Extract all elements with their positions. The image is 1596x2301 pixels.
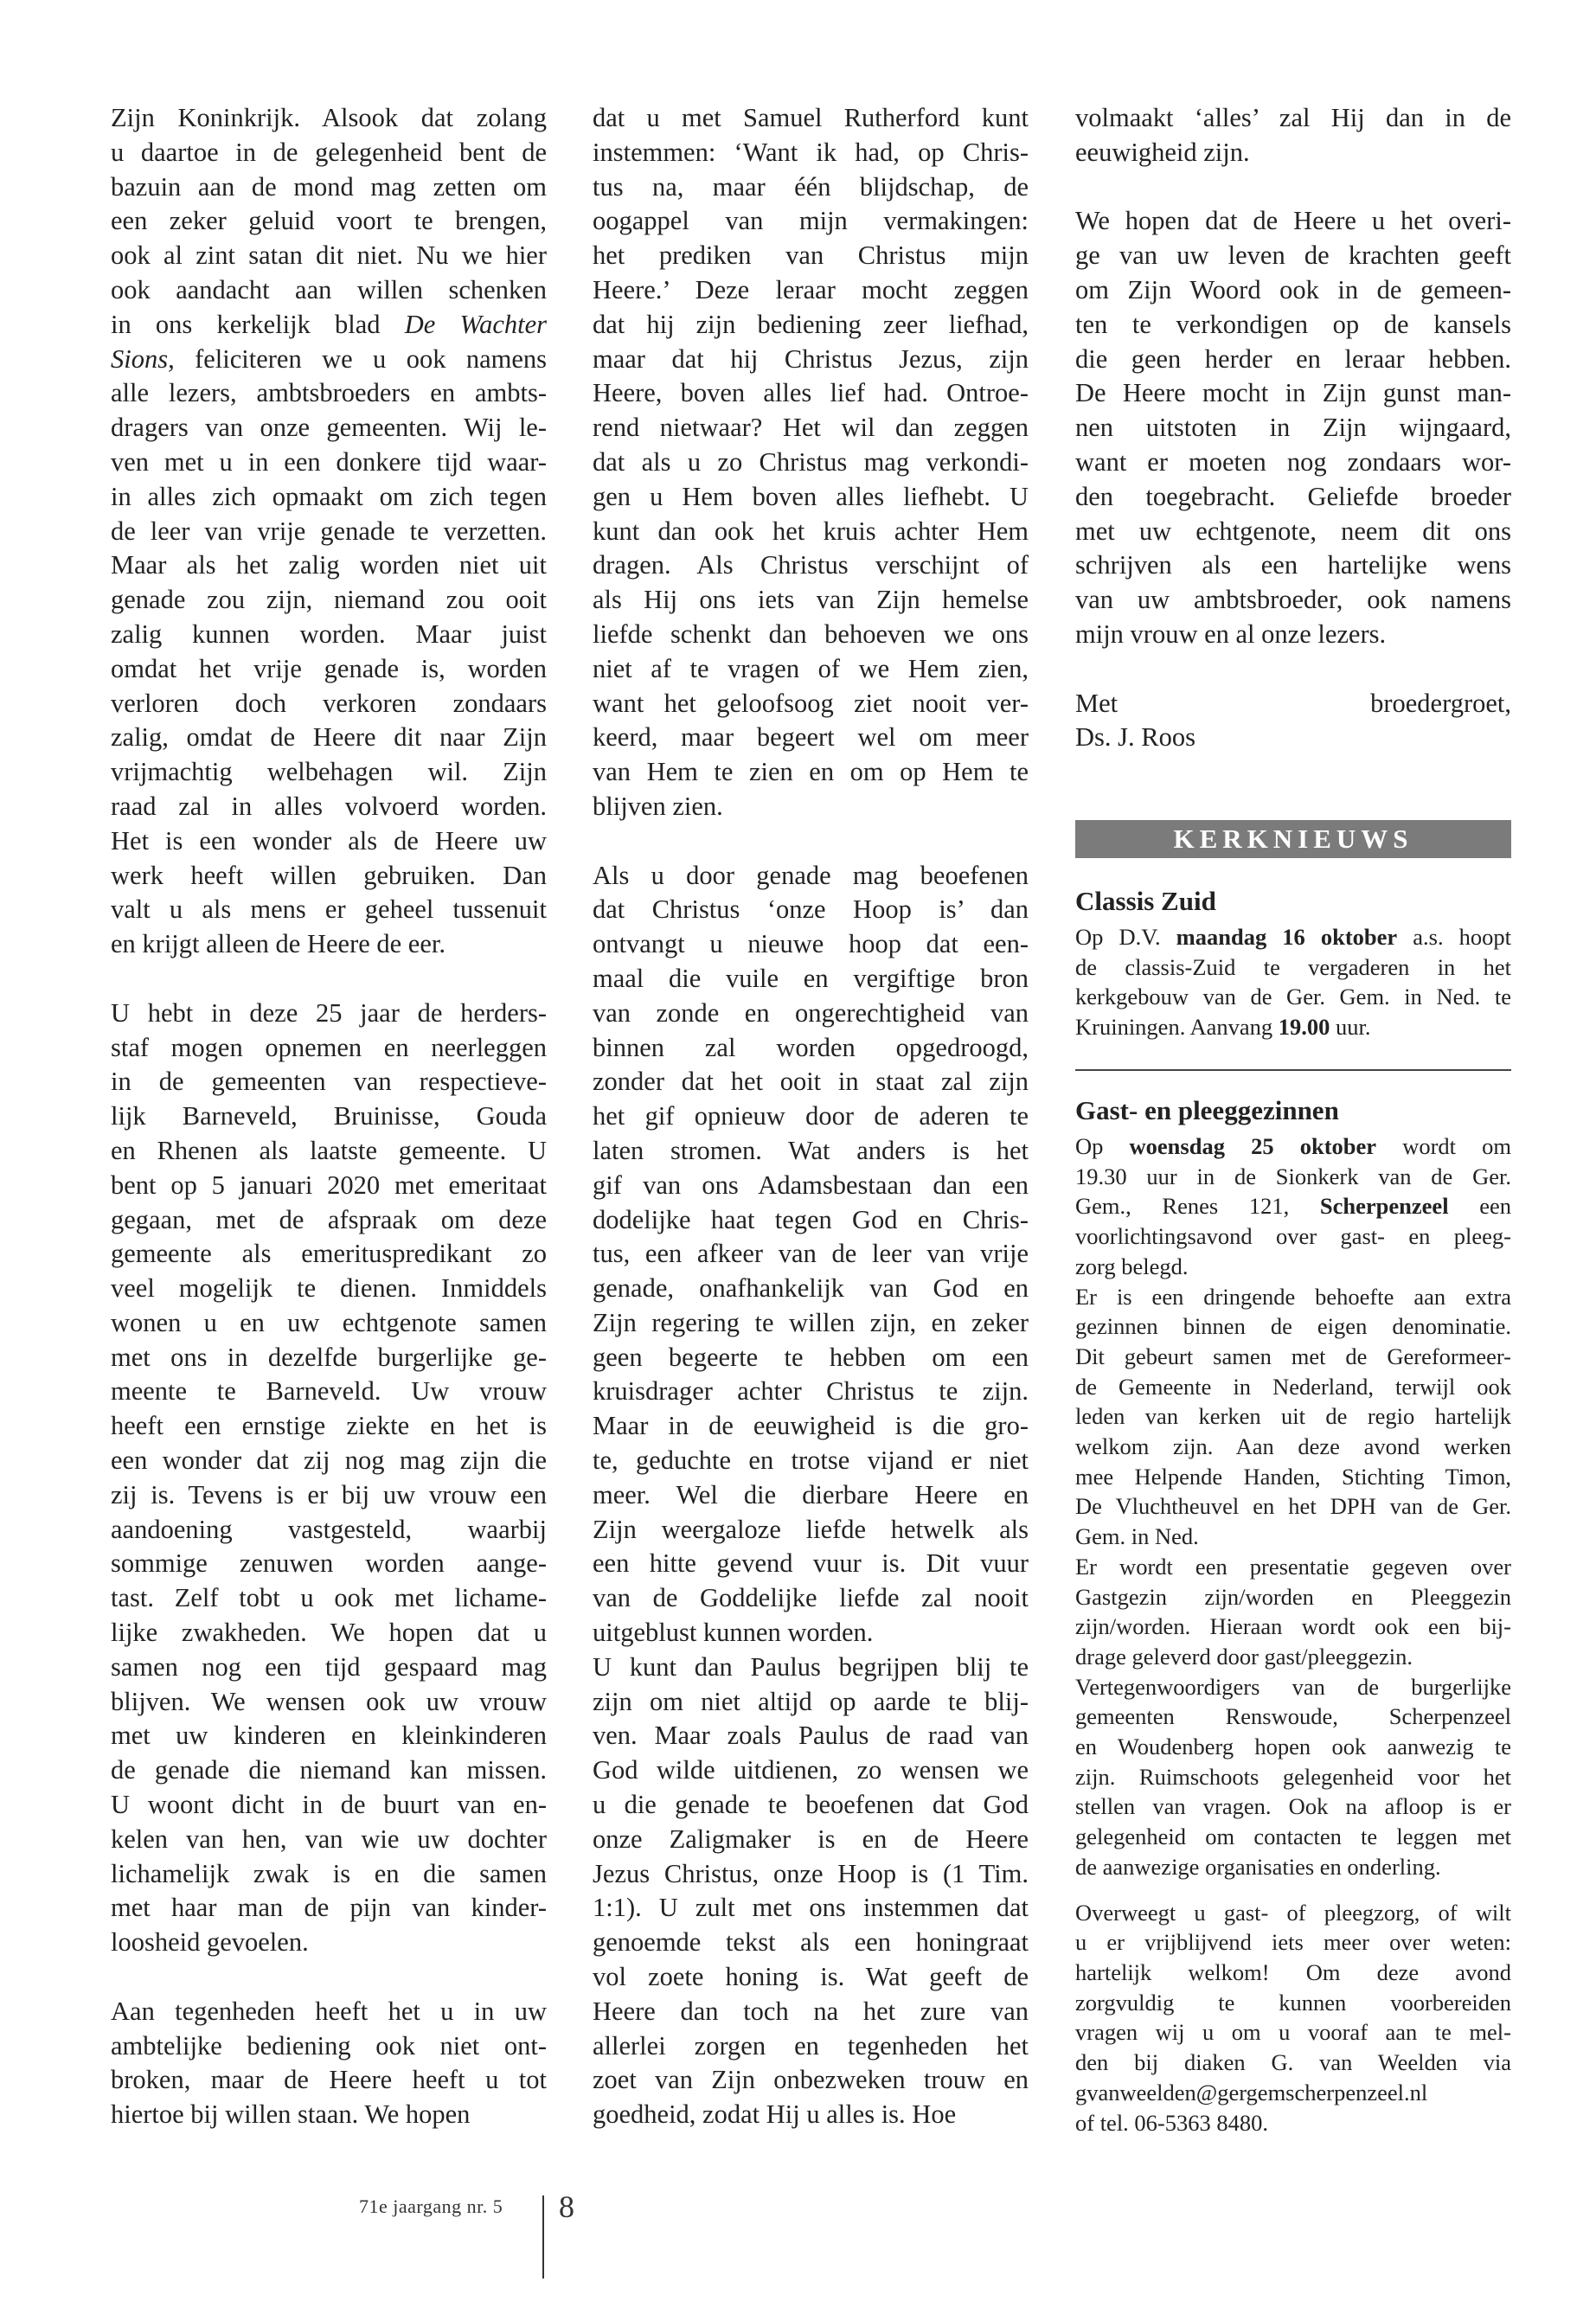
text-line: Heere, boven alles lief had. Ontroe-	[593, 378, 1029, 408]
footer-divider	[542, 2195, 544, 2279]
page-number: 8	[559, 2189, 574, 2224]
text-line: binnen zal worden opgedroogd,	[593, 1032, 1029, 1062]
bold-text: maandag 16 oktober	[1176, 924, 1398, 950]
text-line: lichamelijk zwak is en die samen	[111, 1858, 547, 1888]
text-line: een zeker geluid voort te brengen,	[111, 206, 547, 236]
text-line: Vertegenwoordigers van de burgerlijke	[1075, 1673, 1511, 1700]
text-line: dragers van onze gemeenten. Wij le-	[111, 413, 547, 443]
text-line: het prediken van Christus mijn	[593, 240, 1029, 271]
text-line: kelen van hen, van wie uw dochter	[111, 1823, 547, 1854]
text-line: keerd, maar begeert wel om meer	[593, 722, 1029, 753]
text-line: dat u met Samuel Rutherford kunt	[593, 103, 1029, 132]
text-line: van uw ambtsbroeder, ook namens	[1075, 585, 1511, 615]
text-line: zoet van Zijn onbezweken trouw en	[593, 2065, 1029, 2095]
text-line: U kunt dan Paulus begrijpen blij te	[593, 1651, 1029, 1682]
text-line: wonen u en uw echtgenote samen	[111, 1307, 547, 1337]
text-line: ge van uw leven de krachten geeft	[1075, 240, 1511, 271]
text-line: hartelijk welkom! Om deze avond	[1075, 1958, 1511, 1985]
text-line: van de Goddelijke liefde zal nooit	[593, 1583, 1029, 1613]
text-line: een hitte gevend vuur is. Dit vuur	[593, 1548, 1029, 1579]
text-line: dodelijke haat tegen God en Chris-	[593, 1204, 1029, 1234]
article-column-2	[593, 101, 1029, 2132]
text-line: dragen. Als Christus verschijnt of	[593, 550, 1029, 580]
text-line: De Vluchtheuvel en het DPH van de Ger.	[1075, 1493, 1511, 1520]
text-line: zorg belegd.	[1075, 1253, 1189, 1279]
text-line: zijn/worden. Hieraan wordt ook een bij-	[1075, 1613, 1511, 1640]
text-line: welkom zijn. Aan deze avond werken	[1075, 1433, 1511, 1460]
text-line: met haar man de pijn van kinder-	[111, 1893, 547, 1923]
text-line: staf mogen opnemen en neerleggen	[111, 1032, 547, 1062]
text-line: veel mogelijk te dienen. Inmiddels	[111, 1273, 547, 1304]
text-line: gemeenten Renswoude, Scherpenzeel	[1075, 1703, 1511, 1730]
text-line: Maar als het zalig worden niet uit	[111, 550, 547, 580]
text-line: goedheid, zodat Hij u alles is. Hoe	[593, 2099, 957, 2130]
text-line: Heere.’ Deze leraar mocht zeggen	[593, 274, 1029, 304]
italic-text: Sions,	[111, 343, 175, 374]
text-line: bent op 5 januari 2020 met emeritaat	[111, 1170, 547, 1200]
text-line: nen uitstoten in Zijn wijngaard,	[1075, 413, 1511, 443]
text-line: van zonde en ongerechtigheid van	[593, 997, 1029, 1028]
text-line: genade zou zijn, niemand zou ooit	[111, 585, 547, 615]
text-line: De Heere mocht in Zijn gunst man-	[1075, 378, 1511, 408]
text-line: gezinnen binnen de eigen denominatie.	[1075, 1313, 1511, 1340]
text-line: valt u als mens er geheel tussenuit	[111, 894, 547, 925]
text-line: U woont dicht in de buurt van en-	[111, 1790, 547, 1820]
letter-signature	[1075, 687, 1511, 756]
text-line: raad zal in alles volvoerd worden.	[111, 791, 547, 821]
article-paragraph	[111, 997, 547, 1960]
text-line: als Hij ons iets van Zijn hemelse	[593, 585, 1029, 615]
text-line: Op D.V. maandag 16 oktober a.s. hoopt	[1075, 924, 1511, 950]
text-line: Maar in de eeuwigheid is die gro-	[593, 1411, 1029, 1441]
text-line: tus, een afkeer van de leer van vrije	[593, 1239, 1029, 1269]
news-paragraph	[1075, 1131, 1511, 1282]
text-line: in ons kerkelijk blad De Wachter	[111, 309, 548, 339]
text-line: blijven zien.	[593, 791, 723, 821]
text-line: gemeente als emerituspredikant zo	[111, 1239, 547, 1269]
text-line: de Gemeente in Nederland, terwijl ook	[1075, 1373, 1511, 1400]
text-line: We hopen dat de Heere u het overi-	[1075, 206, 1511, 236]
text-line: en Woudenberg hopen ook aanwezig te	[1075, 1734, 1511, 1760]
text-line: te, geduchte en trotse vijand er niet	[593, 1445, 1029, 1476]
text-line: dat hij zijn bediening zeer liefhad,	[593, 309, 1029, 339]
article-paragraph	[1075, 204, 1511, 651]
text-line: kruisdrager achter Christus te zijn.	[593, 1376, 1029, 1407]
bold-text: Scherpenzeel	[1319, 1193, 1449, 1220]
text-line: zijn om niet altijd op aarde te blij-	[593, 1686, 1029, 1716]
issue-info: 71e jaargang nr. 5	[359, 2195, 503, 2217]
text-line: want er moeten nog zondaars wor-	[1075, 446, 1511, 477]
text-line: met uw kinderen en kleinkinderen	[111, 1721, 547, 1751]
text-line: de leer van vrije genade te verzetten.	[111, 516, 547, 546]
article-column-3	[1075, 101, 1511, 755]
text-line: vol zoete honing is. Wat geeft de	[593, 1962, 1029, 1992]
news-paragraph	[1075, 1552, 1511, 1672]
text-line: Zijn weergaloze liefde hetwelk als	[593, 1514, 1029, 1544]
bold-text: woensdag 25 oktober	[1129, 1133, 1377, 1159]
text-line: allerlei zorgen en tegenheden het	[593, 2030, 1029, 2061]
text-line: liefde schenkt dan behoeven we ons	[593, 619, 1029, 649]
text-line: U hebt in deze 25 jaar de herders-	[111, 997, 547, 1028]
text-line: in alles zich opmaakt om zich tegen	[111, 481, 547, 511]
news-item-gast-pleeggezinnen	[1075, 1093, 1511, 2138]
text-line: lijke zwakheden. We hopen dat u	[111, 1618, 547, 1648]
text-line: lijk Barneveld, Bruinisse, Gouda	[111, 1101, 547, 1131]
article-column-1	[111, 101, 547, 2132]
text-line: bazuin aan de mond mag zetten om	[111, 171, 547, 202]
text-line: Overweegt u gast- of pleegzorg, of wilt	[1075, 1899, 1511, 1926]
news-paragraph	[1075, 1898, 1511, 2138]
text-line: omdat het vrije genade is, worden	[111, 653, 547, 683]
text-line: u daartoe in de gelegenheid bent de	[111, 137, 547, 167]
text-line: een wonder dat zij nog mag zijn die	[111, 1445, 547, 1476]
text-line: sommige zenuwen worden aange-	[111, 1548, 547, 1579]
text-line: met uw echtgenote, neem dit ons	[1075, 516, 1511, 546]
text-line: geen begeerte te hebben om een	[593, 1342, 1029, 1372]
article-paragraph	[1075, 101, 1511, 170]
text-line: maar dat hij Christus Jezus, zijn	[593, 343, 1029, 374]
text-line: Met broedergroet,	[1075, 688, 1511, 718]
text-line: volmaakt ‘alles’ zal Hij dan in de	[1075, 103, 1511, 132]
text-line: en Rhenen als laatste gemeente. U	[111, 1135, 547, 1165]
text-line: ambtelijke bediening ook niet ont-	[111, 2030, 547, 2061]
text-line: dat als u zo Christus mag verkondi-	[593, 446, 1029, 477]
text-line: Aan tegenheden heeft het u in uw	[111, 1996, 547, 2026]
text-line: God wilde uitdienen, zo wensen we	[593, 1755, 1029, 1785]
text-line: zalig kunnen worden. Maar juist	[111, 619, 547, 649]
text-line: Dit gebeurt samen met de Gereformeer-	[1075, 1343, 1511, 1369]
article-paragraph	[111, 1995, 547, 2132]
text-line: Zijn Koninkrijk. Alsook dat zolang	[111, 103, 547, 132]
text-line: kerkgebouw van de Ger. Gem. in Ned. te	[1075, 984, 1511, 1010]
text-line: eeuwigheid zijn.	[1075, 137, 1250, 167]
text-line: zij is. Tevens is er bij uw vrouw een	[111, 1479, 547, 1509]
news-item-classis-zuid	[1075, 884, 1511, 1042]
text-line: om Zijn Woord ook in de gemeen-	[1075, 274, 1511, 304]
text-line: Zijn regering te willen zijn, en zeker	[593, 1307, 1029, 1337]
article-paragraph	[111, 101, 547, 962]
text-line: Gem. in Ned.	[1075, 1523, 1199, 1550]
text-line: onze Zaligmaker is en de Heere	[593, 1823, 1029, 1854]
text-line: 1:1). U zult met ons instemmen dat	[593, 1893, 1029, 1923]
text-line: ontvangt u nieuwe hoop dat een-	[593, 929, 1029, 959]
text-line: stellen van vragen. Ook na afloop is er	[1075, 1793, 1511, 1820]
text-line: Sions, feliciteren we u ook namens	[111, 343, 547, 374]
text-line: werk heeft willen gebruiken. Dan	[111, 860, 547, 890]
text-line: den bij diaken G. van Weelden via	[1075, 2049, 1511, 2076]
text-line: de genade die niemand kan missen.	[111, 1755, 547, 1785]
bold-text: 19.00	[1278, 1014, 1330, 1041]
text-line: ten te verkondigen op de kansels	[1075, 309, 1511, 339]
article-paragraph	[593, 859, 1029, 1650]
article-paragraph	[593, 1650, 1029, 2132]
text-line: kunt dan ook het kruis achter Hem	[593, 516, 1029, 546]
text-line: blijven. We wensen ook uw vrouw	[111, 1686, 547, 1716]
text-line: instemmen: ‘Want ik had, op Chris-	[593, 137, 1029, 167]
text-line: hiertoe bij willen staan. We hopen	[111, 2099, 471, 2130]
news-paragraph	[1075, 1672, 1511, 1882]
text-line: ook al zint satan dit niet. Nu we hier	[111, 240, 547, 271]
text-line: Er is een dringende behoefte aan extra	[1075, 1283, 1511, 1310]
text-line: mee Helpende Handen, Stichting Timon,	[1075, 1463, 1511, 1490]
text-line: tast. Zelf tobt u ook met lichame-	[111, 1583, 547, 1613]
text-line: uitgeblust kunnen worden.	[593, 1618, 874, 1648]
text-line: niet af te vragen of we Hem zien,	[593, 653, 1029, 683]
text-line: leden van kerken uit de regio hartelijk	[1075, 1403, 1511, 1430]
text-line: alle lezers, ambtsbroeders en ambts-	[111, 378, 547, 408]
text-line: Het is een wonder als de Heere uw	[111, 825, 547, 856]
text-line: Heere dan toch na het zure van	[593, 1996, 1029, 2026]
text-line: meente te Barneveld. Uw vrouw	[111, 1376, 547, 1407]
text-line: met ons in dezelfde burgerlijke ge-	[111, 1342, 547, 1372]
text-line: want het geloofsoog ziet nooit ver-	[593, 688, 1029, 718]
article-paragraph	[593, 101, 1029, 824]
text-line: tus na, maar één blijdschap, de	[593, 171, 1029, 202]
text-line: loosheid gevoelen.	[111, 1927, 309, 1958]
text-line: 19.30 uur in de Sionkerk van de Ger.	[1075, 1163, 1511, 1189]
text-line: den toegebracht. Geliefde broeder	[1075, 481, 1511, 511]
italic-text: De Wachter	[404, 309, 548, 339]
text-line: ook aandacht aan willen schenken	[111, 274, 547, 304]
text-line: gen u Hem boven alles liefhebt. U	[593, 481, 1029, 511]
text-line: vragen wij u om u vooraf aan te mel-	[1075, 2019, 1511, 2046]
text-line: de classis-Zuid te vergaderen in het	[1075, 953, 1511, 980]
text-line: voorlichtingsavond over gast- en pleeg-	[1075, 1223, 1511, 1250]
text-line: gegaan, met de afspraak om deze	[111, 1204, 547, 1234]
text-line: zalig, omdat de Heere dit naar Zijn	[111, 722, 547, 753]
text-line: Gem., Renes 121, Scherpenzeel een	[1075, 1193, 1512, 1220]
text-line: zonder dat het ooit in staat zal zijn	[593, 1067, 1029, 1097]
text-line: meer. Wel die dierbare Heere en	[593, 1479, 1029, 1509]
text-line: oogappel van mijn vermakingen:	[593, 206, 1029, 236]
news-paragraph	[1075, 1282, 1511, 1552]
news-heading: Gast- en pleeggezinnen	[1075, 1095, 1339, 1125]
text-line: van Hem te zien en om op Hem te	[593, 757, 1029, 787]
text-line: u die genade te beoefenen dat God	[593, 1790, 1029, 1820]
text-line: en krijgt alleen de Heere de eer.	[111, 929, 445, 959]
text-line: die geen herder en leraar hebben.	[1075, 343, 1511, 374]
text-line: Ds. J. Roos	[1075, 722, 1195, 753]
text-line: verloren doch verkoren zondaars	[111, 688, 547, 718]
text-line: zijn. Ruimschoots gelegenheid voor het	[1075, 1763, 1511, 1790]
text-line: Als u door genade mag beoefenen	[593, 860, 1029, 890]
text-line: aandoening vastgesteld, waarbij	[111, 1514, 547, 1544]
text-line: genade, onafhankelijk van God en	[593, 1273, 1029, 1304]
text-line: Op woensdag 25 oktober wordt om	[1075, 1133, 1512, 1159]
text-line: u er vrijblijvend iets meer over weten:	[1075, 1929, 1511, 1956]
text-line: drage geleverd door gast/pleeggezin.	[1075, 1643, 1413, 1670]
text-line: samen nog een tijd gespaard mag	[111, 1651, 547, 1682]
text-line: gvanweelden@gergemscherpenzeel.nl	[1075, 2079, 1428, 2106]
text-line: Er wordt een presentatie gegeven over	[1075, 1553, 1511, 1580]
text-line: mijn vrouw en al onze lezers.	[1075, 619, 1387, 649]
news-heading: Classis Zuid	[1075, 886, 1216, 916]
text-line: Gastgezin zijn/worden en Pleeggezin	[1075, 1583, 1511, 1610]
news-paragraph	[1075, 922, 1511, 1042]
text-line: ven met u in een donkere tijd waar-	[111, 446, 547, 477]
text-line: het gif opnieuw door de aderen te	[593, 1101, 1029, 1131]
text-line: vrijmachtig welbehagen wil. Zijn	[111, 757, 547, 787]
section-header-kerknieuws: KERKNIEUWS	[1075, 820, 1511, 858]
text-line: rend nietwaar? Het wil dan zeggen	[593, 413, 1029, 443]
text-line: Jezus Christus, onze Hoop is (1 Tim.	[593, 1858, 1029, 1888]
text-line: in de gemeenten van respectieve-	[111, 1067, 547, 1097]
text-line: zorgvuldig te kunnen voorbereiden	[1075, 1989, 1511, 2016]
text-line: ven. Maar zoals Paulus de raad van	[593, 1721, 1029, 1751]
text-line: gif van ons Adamsbestaan dan een	[593, 1170, 1029, 1200]
text-line: maal die vuile en vergiftige bron	[593, 963, 1029, 993]
text-line: broken, maar de Heere heeft u tot	[111, 2065, 547, 2095]
text-line: genoemde tekst als een honingraat	[593, 1927, 1029, 1958]
text-line: gelegenheid om contacten te leggen met	[1075, 1823, 1511, 1850]
text-line: dat Christus ‘onze Hoop is’ dan	[593, 894, 1029, 925]
text-line: Kruiningen. Aanvang 19.00 uur.	[1075, 1014, 1371, 1041]
text-line: of tel. 06-5363 8480.	[1075, 2109, 1269, 2136]
divider	[1075, 1069, 1511, 1071]
text-line: de aanwezige organisaties en onderling.	[1075, 1853, 1441, 1880]
text-line: heeft een ernstige ziekte en het is	[111, 1411, 547, 1441]
text-line: schrijven als een hartelijke wens	[1075, 550, 1511, 580]
text-line: laten stromen. Wat anders is het	[593, 1135, 1029, 1165]
